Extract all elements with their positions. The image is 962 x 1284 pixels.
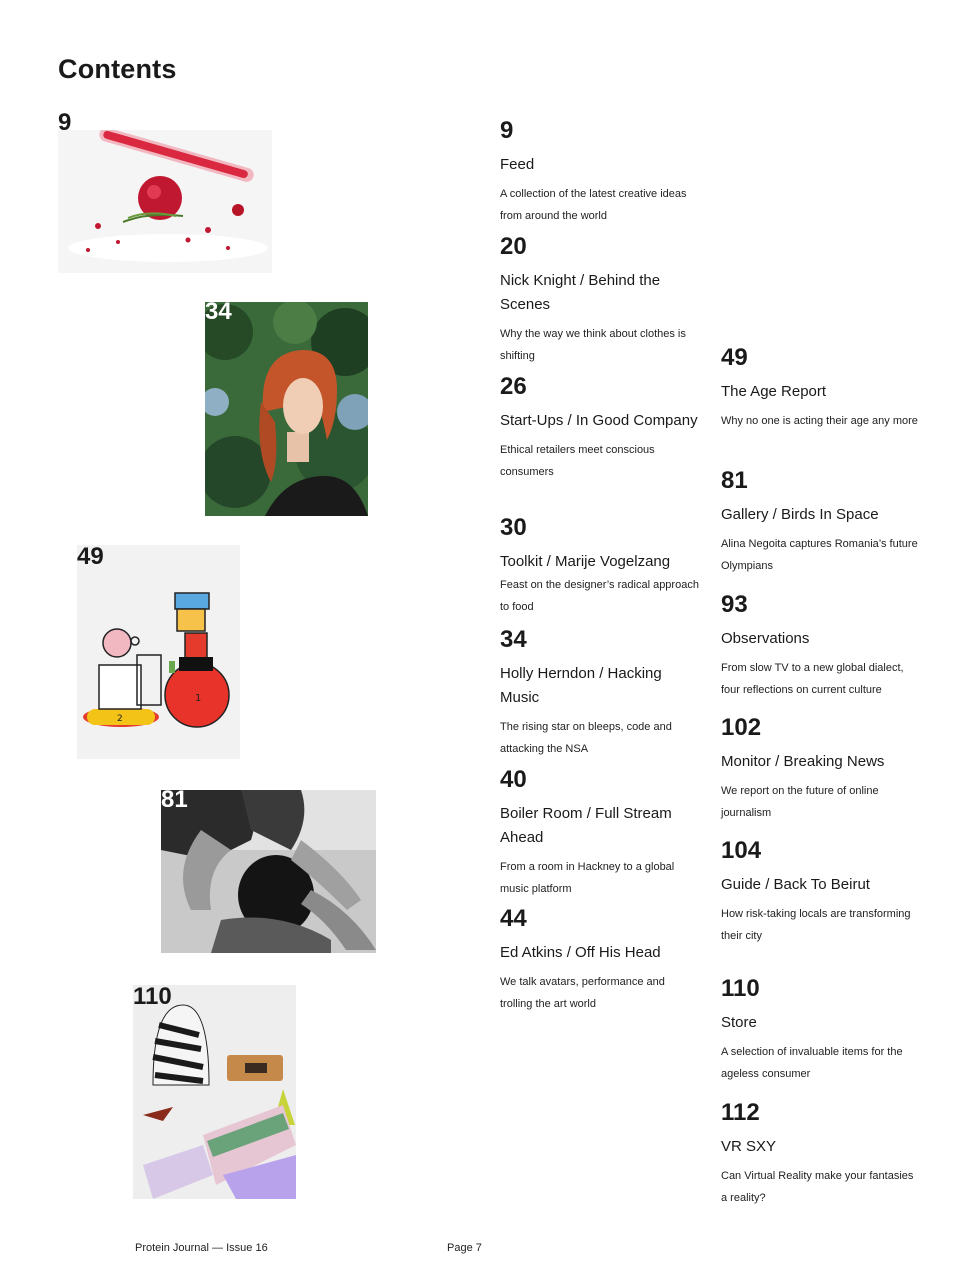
svg-text:2: 2 [117, 714, 123, 724]
entry-title: Guide / Back To Beirut [721, 876, 870, 893]
entry-description: Can Virtual Reality make your fantasies a reality? [721, 1170, 914, 1204]
entry-page-number: 34 [500, 626, 527, 653]
toc-entry[interactable] [721, 839, 921, 947]
footer-publication: Protein Journal — Issue 16 [135, 1242, 268, 1254]
portrait-illustration [205, 298, 368, 516]
entry-page-number: 104 [721, 837, 762, 864]
toc-entry[interactable] [721, 1101, 921, 1209]
image-portrait[interactable] [205, 298, 368, 516]
entry-page-number: 26 [500, 373, 527, 400]
entry-description: From a room in Hackney to a global music platform [500, 861, 675, 895]
footer-page-number: Page 7 [447, 1242, 482, 1254]
entry-description: Feast on the designer’s radical approach to food [500, 579, 699, 613]
entry-title: Store [721, 1014, 757, 1031]
entry-description: The rising star on bleeps, code and attacking the NSA [500, 721, 672, 755]
image-page-number: 110 [133, 983, 172, 1010]
image-page-number: 9 [58, 109, 72, 136]
entry-page-number: 81 [721, 467, 748, 494]
svg-text:1: 1 [195, 693, 202, 704]
test-tube-illustration [58, 130, 272, 273]
entry-page-number: 9 [500, 117, 514, 144]
entry-title: Toolkit / Marije Vogelzang [500, 553, 671, 570]
toc-entry[interactable] [721, 977, 921, 1085]
toc-entry[interactable] [500, 119, 700, 227]
page-title: Contents [58, 54, 177, 85]
toc-entry[interactable] [500, 516, 700, 618]
entry-title: Monitor / Breaking News [721, 753, 885, 770]
entry-description: Ethical retailers meet conscious consumers [500, 444, 655, 478]
entry-title: The Age Report [721, 383, 827, 400]
toc-entry[interactable] [721, 716, 921, 824]
toc-entry[interactable] [500, 628, 700, 760]
entry-page-number: 102 [721, 714, 762, 741]
store-illustration [133, 985, 296, 1199]
entry-title: Start-Ups / In Good Company [500, 412, 698, 429]
toc-entry[interactable] [721, 593, 921, 701]
entry-description: A selection of invaluable items for the ageless consumer [721, 1046, 903, 1080]
entry-title: Gallery / Birds In Space [721, 506, 879, 523]
age-report-illustration [77, 545, 240, 759]
image-test-tube[interactable] [58, 130, 272, 273]
image-page-number: 49 [77, 543, 104, 570]
entry-title: Feed [500, 156, 535, 173]
entry-description: Alina Negoita captures Romania’s future Olympians [721, 538, 918, 572]
entry-title: Holly Herndon / Hacking Music [500, 665, 662, 706]
entry-title: Observations [721, 630, 810, 647]
entry-page-number: 30 [500, 514, 527, 541]
entry-page-number: 49 [721, 344, 748, 371]
entry-page-number: 93 [721, 591, 748, 618]
image-dancers[interactable] [161, 786, 376, 953]
entry-description: Why the way we think about clothes is shifting [500, 328, 686, 362]
toc-entry[interactable] [500, 907, 700, 1015]
entry-description: How risk-taking locals are transforming their city [721, 908, 911, 942]
entry-description: We talk avatars, performance and trolling the art world [500, 976, 665, 1010]
entry-description: A collection of the latest creative ideas from around the world [500, 188, 687, 222]
entry-title: VR SXY [721, 1138, 777, 1155]
toc-entry[interactable] [721, 346, 921, 432]
image-still-life[interactable] [133, 985, 296, 1199]
image-page-number: 81 [161, 786, 188, 813]
image-illustration[interactable] [77, 545, 240, 759]
entry-description: From slow TV to a new global dialect, four reflections on current culture [721, 662, 904, 696]
entry-page-number: 44 [500, 905, 527, 932]
entry-page-number: 40 [500, 766, 527, 793]
entry-page-number: 110 [721, 975, 760, 1002]
toc-entry[interactable] [500, 768, 700, 900]
entry-title: Ed Atkins / Off His Head [500, 944, 661, 961]
entry-description: Why no one is acting their age any more [721, 415, 918, 427]
entry-title: Nick Knight / Behind the Scenes [500, 272, 661, 313]
toc-entry[interactable] [721, 469, 921, 577]
entry-page-number: 112 [721, 1099, 760, 1126]
entry-title: Boiler Room / Full Stream Ahead [500, 805, 672, 846]
toc-entry[interactable] [500, 235, 700, 367]
toc-entry[interactable] [500, 375, 700, 483]
dancers-illustration [161, 786, 376, 953]
entry-description: We report on the future of online journalism [721, 785, 879, 819]
entry-page-number: 20 [500, 233, 527, 260]
image-page-number: 34 [205, 298, 232, 325]
